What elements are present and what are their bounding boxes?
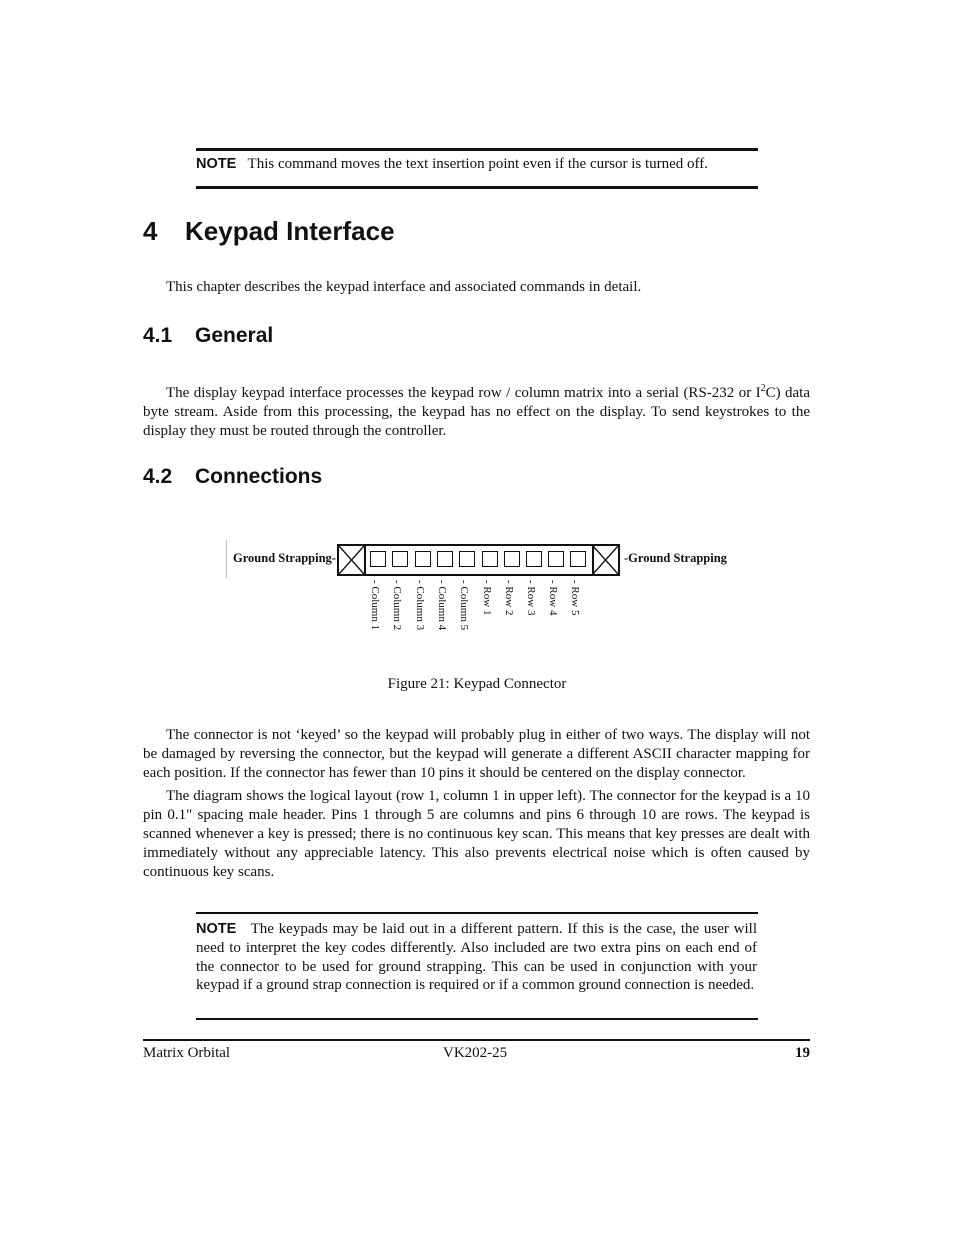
pin-label-row-5: - Row 5 — [569, 580, 581, 616]
bottom-note-label: NOTE — [196, 921, 237, 937]
section-general-heading — [143, 324, 273, 348]
pin-label-row-3: - Row 3 — [525, 580, 537, 616]
section-connections-heading — [143, 465, 322, 489]
pin-label-column-4: - Column 4 — [436, 580, 448, 631]
chapter-intro: This chapter describes the keypad interface and associated commands in detail. — [166, 279, 642, 295]
footer-left: Matrix Orbital — [143, 1045, 231, 1061]
chapter-number: 4 — [143, 216, 158, 246]
top-note-bottom-rule — [196, 186, 758, 189]
pin-7 — [504, 551, 520, 567]
figure-left-margin-line — [226, 540, 227, 578]
section-connections-title: Connections — [195, 465, 323, 488]
connections-body — [143, 726, 810, 881]
pin-label-column-5: - Column 5 — [458, 580, 470, 631]
left-ground-divider — [364, 546, 366, 574]
general-text-part1: The display keypad interface processes the keypad row / column matrix into a serial (RS-232 or I — [166, 385, 761, 401]
top-note-label: NOTE — [196, 156, 237, 172]
pin-5 — [459, 551, 475, 567]
section-general-paragraph — [143, 380, 810, 440]
top-note-top-rule — [196, 148, 758, 151]
pin-label-column-1: - Column 1 — [369, 580, 381, 631]
pin-9 — [548, 551, 564, 567]
pin-1 — [370, 551, 386, 567]
top-note-text: This command moves the text insertion point even if the cursor is turned off. — [247, 156, 708, 172]
connector-body — [337, 544, 620, 576]
chapter-title: Keypad Interface — [185, 216, 395, 246]
bottom-note-text: The keypads may be laid out in a different pattern. If this is the case, the user will need to interpret the key codes differently. Also included are two extra pins on each end of the connector to be used for ground strapping. This can be used in conjunction with your keypad if a ground strap connection is required or if a common ground connection is needed. — [196, 921, 757, 994]
paragraph-connector-keying: The connector is not ‘keyed’ so the keypad will probably plug in either of two ways. The display will not be damaged by reversing the connector, but the keypad will generate a different ASCII character mapping for each position. If the connector has fewer than 10 pins it should be centered on the display connector. — [143, 727, 810, 781]
general-text-part2: C) data byte stream. Aside from this processing, the keypad has no effect on the display. To send keystrokes to the display they must be routed through the controller. — [143, 385, 810, 439]
pin-6 — [482, 551, 498, 567]
pin-label-column-3: - Column 3 — [414, 580, 426, 631]
pin-3 — [415, 551, 431, 567]
top-note — [196, 156, 758, 173]
figure-caption: Figure 21: Keypad Connector — [387, 676, 567, 692]
superscript-2: 2 — [760, 383, 766, 394]
chapter-heading — [143, 216, 395, 247]
left-ground-strapping-label: Ground Strapping- — [233, 551, 336, 565]
pin-label-row-4: - Row 4 — [547, 580, 559, 616]
pin-8 — [526, 551, 542, 567]
section-general-title: General — [195, 324, 274, 347]
footer-page-number: 19 — [795, 1045, 810, 1061]
right-ground-pin-x — [593, 546, 618, 574]
right-ground-strapping-label: -Ground Strapping — [624, 551, 727, 565]
bottom-note — [196, 920, 757, 995]
section-connections-number: 4.2 — [143, 465, 173, 488]
pin-10 — [570, 551, 586, 567]
bottom-note-bottom-rule — [196, 1018, 758, 1020]
keypad-connector-figure — [226, 540, 736, 645]
paragraph-logical-layout: The diagram shows the logical layout (row 1, column 1 in upper left). The connector for the keypad is a 10 pin 0.1" spacing male header. Pins 1 through 5 are columns and pins 6 through 10 are rows. The keypad is scanned whenever a key is pressed; there is no continuous key scan. This means that key presses are dealt with immediately without any appreciable latency. This also prevents electrical noise which is often caused by continuous key scans. — [143, 788, 810, 880]
pin-label-column-2: - Column 2 — [391, 580, 403, 631]
left-ground-pin-x — [339, 546, 364, 574]
pin-4 — [437, 551, 453, 567]
pin-label-row-2: - Row 2 — [503, 580, 515, 616]
pin-label-row-1: - Row 1 — [481, 580, 493, 616]
section-general-number: 4.1 — [143, 324, 173, 347]
footer-center: VK202-25 — [443, 1045, 508, 1061]
bottom-note-top-rule — [196, 912, 758, 914]
footer-rule — [143, 1039, 810, 1041]
pin-2 — [392, 551, 408, 567]
